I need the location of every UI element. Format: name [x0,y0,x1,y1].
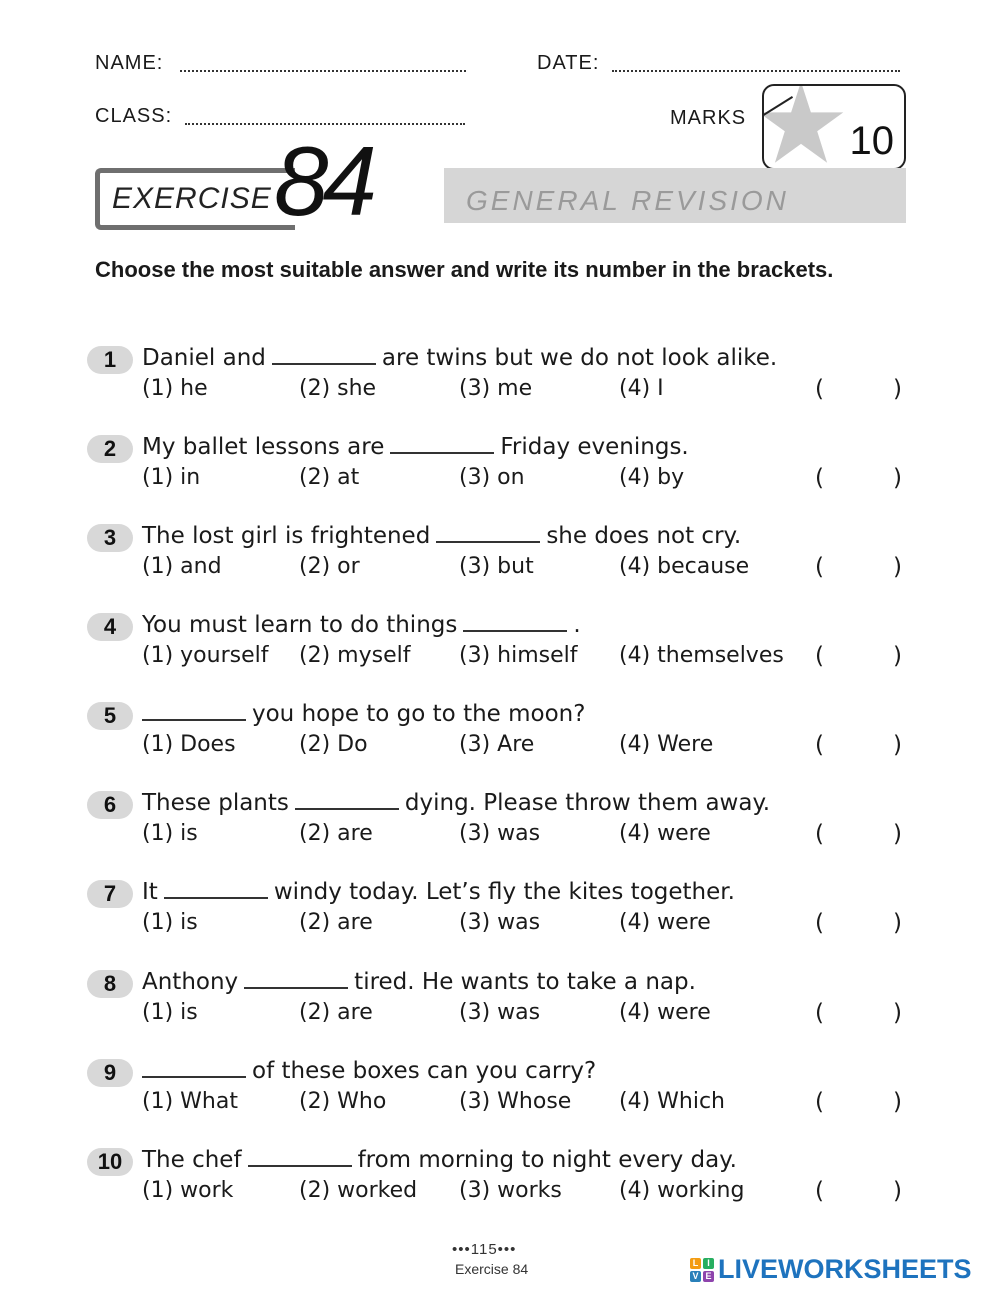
answer-bracket-close[interactable]: ) [893,732,902,758]
answer-bracket-open[interactable]: ( [815,554,824,580]
option: (1) is [142,910,198,935]
option: (2) Do [299,732,368,757]
option: (2) at [299,465,360,490]
question-text-after: windy today. Let’s fly the kites together. [273,879,735,905]
option: (1) What [142,1089,238,1114]
answer-blank [142,1058,246,1078]
question-row [87,346,917,416]
answer-bracket-close[interactable]: ) [893,465,902,491]
answer-bracket-close[interactable]: ) [893,554,902,580]
question-row [87,1148,917,1218]
question-number: 6 [87,791,133,819]
question-row [87,524,917,594]
question-text-after: tired. He wants to take a nap. [354,969,696,995]
logo-tile: L [690,1258,701,1269]
question-text [142,612,581,638]
option: (3) on [459,465,525,490]
date-label: DATE: [537,52,600,74]
answer-bracket-open[interactable]: ( [815,1000,824,1026]
option: (4) themselves [619,643,784,668]
question-text [142,969,696,995]
question-row [87,702,917,772]
question-number: 10 [87,1148,133,1176]
answer-bracket-open[interactable]: ( [815,376,824,402]
question-text [142,701,585,727]
answer-bracket-close[interactable]: ) [893,1000,902,1026]
option: (4) Were [619,732,714,757]
question-number: 4 [87,613,133,641]
marks-box[interactable] [762,84,906,170]
question-text-after: . [573,612,581,638]
question-text-before: The lost girl is frightened [142,523,431,549]
answer-bracket-open[interactable]: ( [815,1178,824,1204]
option: (2) or [299,554,360,579]
answer-bracket-close[interactable]: ) [893,821,902,847]
answer-bracket-open[interactable]: ( [815,732,824,758]
question-text [142,1058,596,1084]
question-text-before: My ballet lessons are [142,434,385,460]
option: (2) myself [299,643,411,668]
answer-bracket-open[interactable]: ( [815,1089,824,1115]
logo-tile: V [690,1271,701,1282]
question-text-after: you hope to go to the moon? [252,701,586,727]
answer-bracket-close[interactable]: ) [893,1178,902,1204]
option: (4) by [619,465,685,490]
answer-blank [244,969,348,989]
question-text [142,790,770,816]
option: (3) was [459,1000,541,1025]
option: (3) me [459,376,533,401]
instruction: Choose the most suitable answer and write its number in the brackets. [95,257,834,282]
answer-blank [142,701,246,721]
footer-exercise: Exercise 84 [455,1261,529,1277]
question-text [142,1147,737,1173]
question-text [142,434,689,460]
answer-bracket-open[interactable]: ( [815,821,824,847]
question-text-before: Anthony [142,969,239,995]
answer-bracket-close[interactable]: ) [893,910,902,936]
exercise-number: 84 [274,126,372,236]
option: (4) Which [619,1089,726,1114]
answer-blank [295,790,399,810]
answer-bracket-open[interactable]: ( [815,643,824,669]
logo-tile: I [703,1258,714,1269]
option: (3) was [459,910,541,935]
option: (3) Are [459,732,535,757]
question-text-before: Daniel and [142,345,266,371]
option: (2) she [299,376,377,401]
marks-label: MARKS [670,107,747,129]
question-text-before: You must learn to do things [142,612,458,638]
option: (3) works [459,1178,562,1203]
option: (1) he [142,376,208,401]
answer-blank [463,612,567,632]
question-row [87,880,917,950]
question-text-after: of these boxes can you carry? [252,1058,597,1084]
option: (3) Whose [459,1089,572,1114]
answer-bracket-open[interactable]: ( [815,910,824,936]
question-number: 3 [87,524,133,552]
logo-text: LIVEWORKSHEETS [718,1254,972,1284]
logo-grid-icon [690,1258,714,1282]
option: (4) I [619,376,664,401]
question-text-after: Friday evenings. [500,434,689,460]
question-text-before: It [142,879,158,905]
option: (2) are [299,1000,373,1025]
question-row [87,791,917,861]
answer-blank [272,345,376,365]
answer-blank [390,434,494,454]
class-field[interactable] [185,123,465,125]
question-text-after: are twins but we do not look alike. [381,345,778,371]
option: (3) but [459,554,534,579]
page-number: •••115••• [452,1241,517,1258]
option: (4) were [619,1000,711,1025]
question-text-before: These plants [142,790,289,816]
option: (2) are [299,821,373,846]
answer-bracket-open[interactable]: ( [815,465,824,491]
option: (4) were [619,821,711,846]
option: (4) working [619,1178,745,1203]
class-label: CLASS: [95,105,173,127]
answer-blank [164,879,268,899]
question-text-after: dying. Please throw them away. [404,790,771,816]
option: (4) because [619,554,750,579]
option: (1) in [142,465,201,490]
question-number: 7 [87,880,133,908]
option: (2) are [299,910,373,935]
option: (3) was [459,821,541,846]
question-text-after: from morning to night every day. [357,1147,737,1173]
answer-bracket-close[interactable]: ) [893,376,902,402]
question-row [87,970,917,1040]
answer-blank [436,523,540,543]
question-row [87,613,917,683]
liveworksheets-logo[interactable] [690,1254,972,1285]
question-text [142,523,741,549]
option: (2) worked [299,1178,418,1203]
option: (1) Does [142,732,236,757]
question-row [87,435,917,505]
option: (1) is [142,821,198,846]
option: (1) and [142,554,222,579]
question-number: 1 [87,346,133,374]
marks-total: 10 [849,119,894,163]
name-label: NAME: [95,52,164,74]
question-number: 5 [87,702,133,730]
answer-bracket-close[interactable]: ) [893,1089,902,1115]
option: (2) Who [299,1089,387,1114]
question-number: 8 [87,970,133,998]
question-row [87,1059,917,1129]
option: (3) himself [459,643,578,668]
question-number: 9 [87,1059,133,1087]
option: (1) is [142,1000,198,1025]
question-number: 2 [87,435,133,463]
option: (1) work [142,1178,234,1203]
question-text-before: The chef [142,1147,242,1173]
star-icon [762,84,846,170]
name-field[interactable] [180,70,466,72]
question-text [142,345,777,371]
logo-tile: E [703,1271,714,1282]
exercise-title: GENERAL REVISION [466,185,789,216]
answer-blank [248,1147,352,1167]
answer-bracket-close[interactable]: ) [893,643,902,669]
date-field[interactable] [612,70,900,72]
question-text [142,879,735,905]
option: (4) were [619,910,711,935]
option: (1) yourself [142,643,269,668]
exercise-label: EXERCISE [112,182,272,215]
question-text-after: she does not cry. [546,523,742,549]
